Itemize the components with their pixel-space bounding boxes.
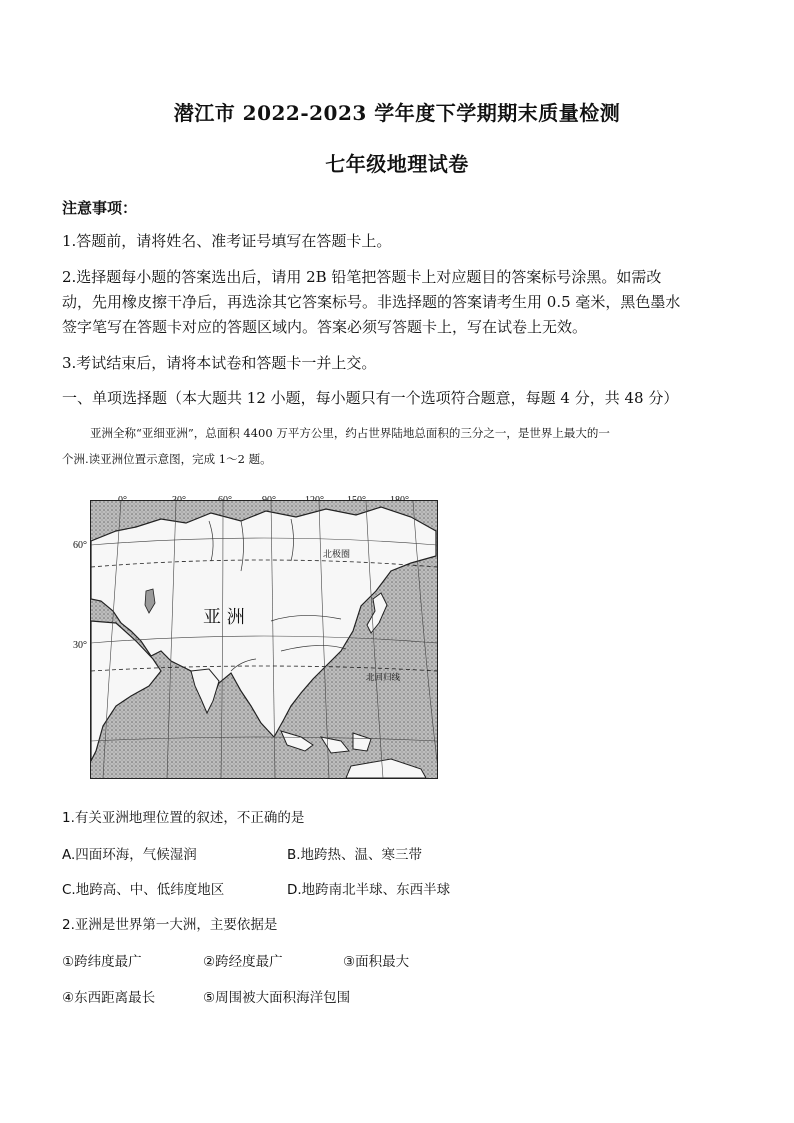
arctic-circle-label: 北极圈 <box>323 550 351 560</box>
q2-statement-5: ⑤周围被大面积海洋包围 <box>203 990 351 1006</box>
page-title: 潜江市 2022-2023 学年度下学期期末质量检测 <box>173 101 621 125</box>
asia-location-map <box>90 500 438 779</box>
q1-option-c: C.地跨高、中、低纬度地区 <box>62 882 225 898</box>
page-subtitle: 七年级地理试卷 <box>325 152 469 176</box>
latitude-label: 60° <box>73 540 87 551</box>
asia-label: 亚 洲 <box>203 607 245 628</box>
notice-heading: 注意事项： <box>62 199 138 217</box>
section-intro-line-2: 个洲.读亚洲位置示意图，完成 1～2 题。 <box>62 452 272 466</box>
latitude-label: 30° <box>73 640 87 651</box>
q1-option-b: B.地跨热、温、寒三带 <box>287 847 423 863</box>
q1-option-a: A.四面环海，气候湿润 <box>62 847 197 863</box>
q1-option-d: D.地跨南北半球、东西半球 <box>287 882 451 898</box>
q2-statement-1: ①跨纬度最广 <box>62 954 142 970</box>
tropic-of-cancer-label: 北回归线 <box>366 673 401 683</box>
section-intro-line-1: 亚洲全称“亚细亚洲”，总面积 4400 万平方公里，约占世界陆地总面积的三分之一，是世界上最大的一 <box>90 426 610 440</box>
notice-item-2-line-2: 动，先用橡皮擦干净后，再选涂其它答案标号。非选择题的答案请考生用 0.5 毫米，黑色墨水 <box>62 293 681 311</box>
map-graphic <box>91 501 437 778</box>
notice-item-2-line-1: 2.选择题每小题的答案选出后，请用 2B 铅笔把答题卡上对应题目的答案标号涂黑。如需改 <box>62 268 662 286</box>
q2-statement-3: ③面积最大 <box>343 954 410 970</box>
q2-statement-2: ②跨经度最广 <box>203 954 283 970</box>
notice-item-3: 3.考试结束后，请将本试卷和答题卡一并上交。 <box>62 354 377 372</box>
q2-statement-4: ④东西距离最长 <box>62 990 156 1006</box>
section-heading: 一、单项选择题（本大题共 12 小题，每小题只有一个选项符合题意，每题 4 分，共 48 分） <box>62 389 679 407</box>
notice-item-1: 1.答题前，请将姓名、准考证号填写在答题卡上。 <box>62 232 392 250</box>
notice-item-2-line-3: 签字笔写在答题卡对应的答题区域内。答案必须写答题卡上，写在试卷上无效。 <box>62 318 588 336</box>
question-2: 2.亚洲是世界第一大洲，主要依据是 <box>62 917 278 933</box>
question-1: 1.有关亚洲地理位置的叙述，不正确的是 <box>62 810 305 826</box>
